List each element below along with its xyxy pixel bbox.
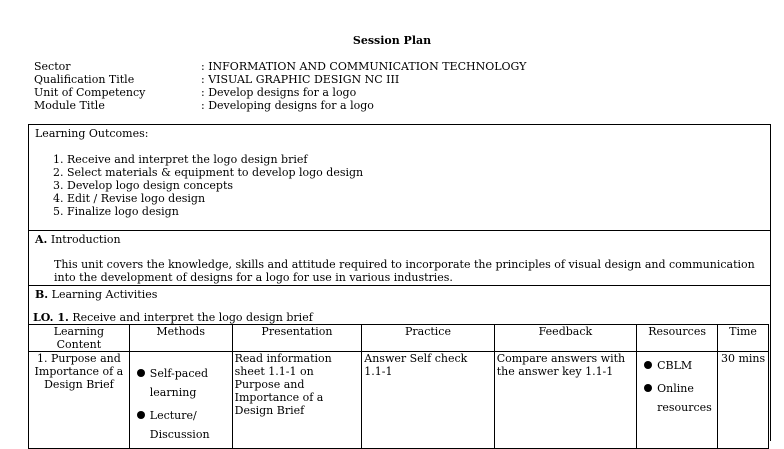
- list-item: Lecture/ Discussion: [132, 406, 230, 444]
- meta-row-unit: [34, 86, 526, 99]
- meta-value: : INFORMATION AND COMMUNICATION TECHNOLOGY: [201, 60, 527, 73]
- lo-heading: [33, 311, 313, 324]
- page-title: Session Plan: [352, 34, 432, 47]
- section-label: Learning Activities: [51, 288, 158, 301]
- list-item: 2. Select materials & equipment to develop logo design: [67, 166, 363, 179]
- meta-label: Sector: [34, 60, 71, 73]
- lo-text: Receive and interpret the logo design brief: [72, 311, 313, 324]
- header-resources: Resources: [637, 325, 718, 352]
- meta-label: Qualification Title: [34, 73, 135, 86]
- list-item: 1. Receive and interpret the logo design brief: [67, 153, 363, 166]
- learning-activities-heading: [35, 288, 157, 301]
- activities-table: [28, 324, 769, 449]
- header-time: Time: [718, 325, 769, 352]
- list-item: 3. Develop logo design concepts: [67, 179, 363, 192]
- meta-label: Module Title: [34, 99, 105, 112]
- introduction-heading: [35, 233, 121, 246]
- meta-row-module: [34, 99, 526, 112]
- learning-outcomes-heading: Learning Outcomes:: [35, 127, 149, 140]
- learning-outcomes-section: [28, 124, 771, 230]
- resources-list: [639, 356, 715, 417]
- header-presentation: Presentation: [232, 325, 362, 352]
- list-item: Online resources: [639, 379, 715, 417]
- lo-number: LO. 1.: [33, 311, 69, 324]
- meta-row-sector: [34, 60, 526, 73]
- cell-methods: [129, 352, 232, 449]
- cell-resources: [637, 352, 718, 449]
- header-learning-content: Learning Content: [29, 325, 130, 352]
- meta-value: : Develop designs for a logo: [201, 86, 357, 99]
- header-methods: Methods: [129, 325, 232, 352]
- learning-activities-section: [28, 285, 771, 441]
- meta-label: Unit of Competency: [34, 86, 146, 99]
- table-row: [29, 352, 769, 449]
- introduction-text: This unit covers the knowledge, skills and attitude required to incorporate the principles of visual design and communication into the development of designs for a logo for use in various industries.: [54, 258, 755, 284]
- list-item: CBLM: [639, 356, 715, 375]
- methods-list: [132, 364, 230, 444]
- table-header-row: [29, 325, 769, 352]
- section-letter: A.: [35, 233, 48, 246]
- section-label: Introduction: [50, 233, 121, 246]
- cell-feedback: Compare answers with the answer key 1.1-1: [494, 352, 636, 449]
- header-feedback: Feedback: [494, 325, 636, 352]
- learning-outcomes-list: [49, 153, 363, 218]
- meta-value: : Developing designs for a logo: [201, 99, 374, 112]
- cell-presentation: Read information sheet 1.1-1 on Purpose and Importance of a Design Brief: [232, 352, 362, 449]
- cell-content: 1. Purpose and Importance of a Design Brief: [29, 352, 130, 449]
- list-item: Self-paced learning: [132, 364, 230, 402]
- meta-row-qualification: [34, 73, 526, 86]
- header-practice: Practice: [362, 325, 494, 352]
- section-letter: B.: [35, 288, 49, 301]
- list-item: 4. Edit / Revise logo design: [67, 192, 363, 205]
- meta-value: : VISUAL GRAPHIC DESIGN NC III: [201, 73, 400, 86]
- list-item: 5. Finalize logo design: [67, 205, 363, 218]
- introduction-section: [28, 230, 771, 285]
- session-meta: [34, 60, 526, 112]
- cell-practice: Answer Self check 1.1-1: [362, 352, 494, 449]
- cell-time: 30 mins: [718, 352, 769, 449]
